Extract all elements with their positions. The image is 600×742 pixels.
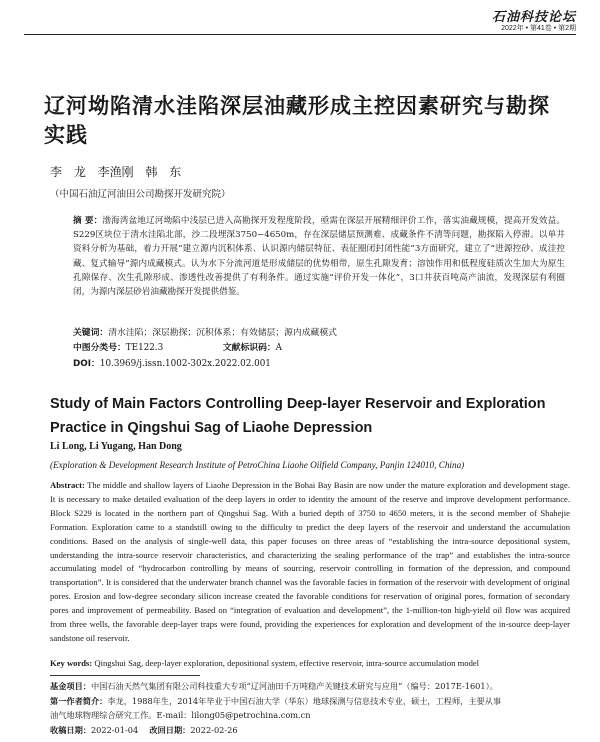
dates-note — [50, 723, 570, 738]
journal-issue-info: 2022年 • 第41卷 • 第2期 — [501, 25, 576, 32]
header-divider — [24, 34, 576, 35]
chinese-affiliation: （中国石油辽河油田公司勘探开发研究院） — [50, 189, 231, 200]
received-date: 2022-01-04 — [90, 724, 139, 735]
chinese-abstract-label: 摘 要： — [73, 216, 103, 226]
chinese-authors: 李 龙 李渔刚 韩 东 — [50, 165, 182, 179]
english-affiliation: (Exploration & Development Research Institute of PetroChina Liaohe Oilfield Company, Panjin 124010, China) — [50, 460, 465, 470]
clc-number: TE122.3 — [125, 343, 164, 353]
chinese-keywords-label: 关键词： — [73, 328, 109, 338]
chinese-keywords-text: 清水洼陷；深层勘探；沉积体系；有效储层；源内成藏模式 — [108, 328, 337, 338]
doc-code: A — [275, 343, 283, 353]
english-authors: Li Long, Li Yugang, Han Dong — [50, 441, 182, 452]
english-keywords — [50, 658, 570, 668]
doi-label: DOI： — [73, 359, 100, 369]
doc-code-label: 文献标识码： — [222, 343, 276, 353]
author-note-label: 第一作者简介： — [50, 695, 108, 706]
english-abstract — [50, 479, 570, 646]
footnotes — [50, 679, 570, 737]
revised-date: 2022-02-26 — [190, 724, 238, 735]
doi-link[interactable]: 10.3969/j.issn.1002-302x.2022.02.001 — [99, 359, 271, 369]
footnote-divider — [50, 675, 200, 676]
english-title: Study of Main Factors Controlling Deep-layer Reservoir and Exploration Practice in Qingshui Sag of Liaohe Depression — [50, 396, 546, 436]
chinese-keywords — [73, 325, 337, 338]
clc-label: 中图分类号： — [73, 343, 126, 353]
english-keywords-text: Qingshui Sag, deep-layer exploration, depositional system, effective reservoir, intra-source accumulation model — [94, 658, 480, 668]
received-label: 收稿日期： — [50, 724, 91, 735]
chinese-abstract-text: 渤海湾盆地辽河坳陷中浅层已进入高勘探开发程度阶段，亟需在深层开展精细评价工作，落实油藏规模，提高开发效益。S229区块位于清水洼陷北部，沙二段埋深3750~4650m，存在深层储层预测难、成藏条件不清等问题，勘探陷入停滞。以单井资料分析为基础，着力开展“建立源内沉积体系、认识源内储层特征、表征圈闭封闭性能”3方面研究，建立了“进源控砂、成洼控藏、复式输导”源内成藏模式。认为水下分流河道是形成储层的优势相带，原生孔隙发育；溶蚀作用和低程度硅质次生加大为原生孔隙保存、次生孔隙形成、渗透性改善提供了有利条件。通过实施“评价开发一体化”，3口井获百吨高产油流，发现深层有利圈闭，为源内深层砂岩油藏勘探开发提供借鉴。 — [73, 216, 565, 298]
english-abstract-text: The middle and shallow layers of Liaohe Depression in the Bohai Bay Basin are now under the mature exploration and development stage. It is necessary to make detailed evaluation of the deep layers in order to identity the amount of the reserve and improve development performance. Block S229 is located in the northern part of Qingshui Sag. With a buried depth of 3750 to 4650 meters, it is the second member of Shahejie Formation. Exploration came to a standstill owing to the difficulty to predict the deep layers of the reservoir and understand the accumulation conditions. Based on the analysis of single-well data, this paper focuses on three areas of “establishing the intra-source depositional system, understanding the intra-source reservoir characteristics, and characterizing the sealing performance of the trap” and establishes the intra-source accumulating model of “hydrocarbon controlling by means of sourcing, reservoir controlling in formation of the depression, and compound transportation”. It is considered that the underwater branch channel was the favorable facies in formation of the reservoir with development of original pores. Erosion and low-degree secondary silicon increase created the favorable conditions for reservation of original pores, formation of secondary pores and improvement of permeability. Based on “integration of evaluation and development”, the 1-million-ton high-yield oil flow was acquired from three wells, the favorable deep-layer traps were found, providing the experiences for exploration and development of the in-source deep-layer sandstone oil reservoir. — [50, 480, 570, 643]
english-keywords-label: Key words: — [50, 658, 93, 668]
fund-text: 中国石油天然气集团有限公司科技重大专项“辽河油田千万吨稳产关键技术研究与应用”（编号：2017E-1601）。 — [90, 681, 498, 691]
journal-name: 石油科技论坛 — [491, 10, 576, 25]
fund-note — [50, 679, 570, 694]
english-abstract-label: Abstract: — [50, 480, 85, 490]
chinese-title: 辽河坳陷清水洼陷深层油藏形成主控因素研究与勘探实践 — [44, 94, 550, 147]
doi-line — [73, 356, 271, 369]
chinese-abstract — [73, 214, 565, 299]
classification-line — [73, 340, 282, 353]
fund-label: 基金项目： — [50, 681, 91, 691]
author-note-line1: 李龙，1988年生，2014年毕业于中国石油大学（华东）地球探测与信息技术专业，硕士，工程师，主要从事 — [107, 695, 502, 706]
author-note-line2: 油气地球物理综合研究工作。E-mail：lilong05@petrochina.com.cn — [50, 710, 311, 720]
author-note — [50, 694, 570, 709]
revised-label: 改回日期： — [149, 724, 191, 735]
